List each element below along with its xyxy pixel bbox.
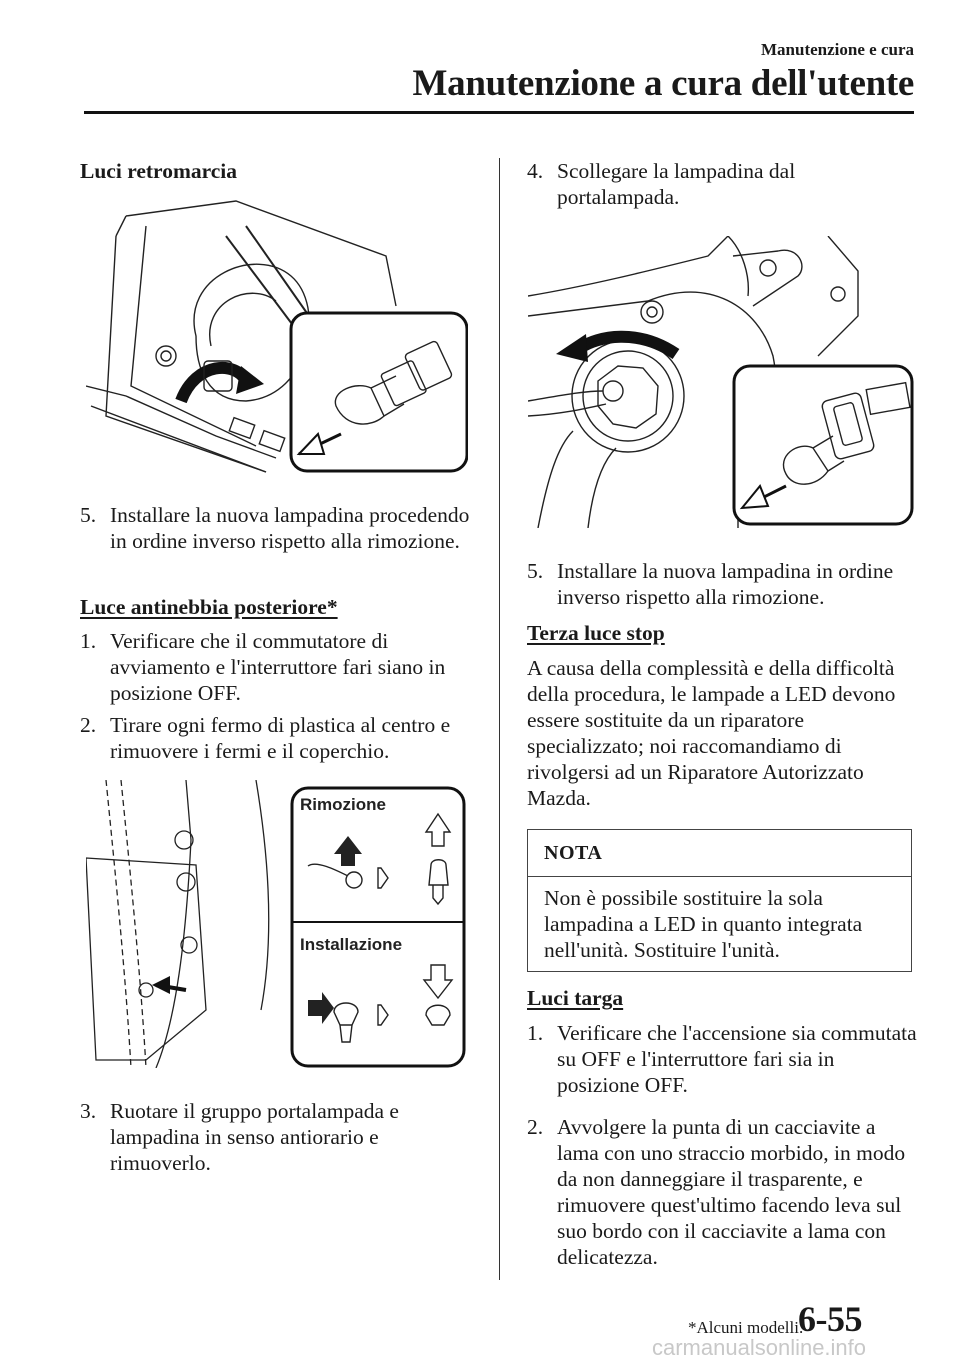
fog-bulb-illustration	[528, 236, 914, 528]
step-text: Verificare che l'accensione sia commutata su OFF e l'interruttore fari sia in posizione OFF.	[557, 1021, 917, 1097]
header-rule	[84, 111, 914, 114]
label-removal: Rimozione	[300, 795, 386, 814]
third-brake-paragraph: A causa della complessità e della difficoltà della procedura, le lampade a LED devono essere sostituite da un riparatore specializzato; noi raccomandiamo di rivolgersi ad un Riparatore Autorizzato Mazda.	[527, 656, 896, 810]
step-text: Avvolgere la punta di un cacciavite a lama con uno straccio morbido, in modo da non danneggiare il trasparente, e rimuovere quest'ultimo facendo leva sul suo bordo con il cacciavite a lama con delicatezza.	[557, 1115, 906, 1269]
reverse-step-5	[80, 502, 480, 554]
step-text: Scollegare la lampadina dal portalampada.	[557, 159, 796, 209]
fog-step-2	[80, 712, 484, 764]
section-label: Manutenzione e cura	[761, 40, 914, 59]
plate-step-1	[527, 1020, 917, 1098]
step-text: Verificare che il commutatore di avviamento e l'interruttore fari siano in posizione OFF.	[110, 629, 446, 705]
right-step-4	[527, 158, 917, 210]
page-number: 6-55	[798, 1299, 862, 1339]
plate-step-2	[527, 1114, 917, 1270]
note-text: Non è possibile sostituire la sola lampadina a LED in quanto integrata nell'unità. Sostituire l'unità.	[544, 886, 863, 962]
heading-plate-lights: Luci targa	[527, 986, 624, 1010]
step-text: Installare la nuova lampadina procedendo in ordine inverso rispetto alla rimozione.	[110, 503, 470, 553]
step-text: Ruotare il gruppo portalampada e lampadina in senso antiorario e rimuoverlo.	[110, 1099, 399, 1175]
right-step-5	[527, 558, 917, 610]
step-text: Installare la nuova lampadina in ordine inverso rispetto alla rimozione.	[557, 559, 894, 609]
note-separator	[528, 876, 911, 877]
heading-reverse-lights: Luci retromarcia	[80, 159, 238, 183]
watermark: carmanualsonline.info	[652, 1335, 867, 1360]
note-box	[527, 829, 912, 972]
step-number: 1.	[527, 1021, 544, 1045]
step-text: Tirare ogni fermo di plastica al centro e rimuovere i fermi e il coperchio.	[110, 713, 451, 763]
note-title: NOTA	[544, 842, 603, 864]
step-number: 5.	[80, 503, 97, 527]
heading-rear-fog: Luce antinebbia posteriore*	[80, 595, 338, 619]
step-number: 2.	[527, 1115, 544, 1139]
step-number: 1.	[80, 629, 97, 653]
label-install: Installazione	[300, 935, 403, 954]
fog-step-3	[80, 1098, 480, 1176]
step-number: 5.	[527, 559, 544, 583]
column-divider	[499, 158, 500, 1280]
step-number: 2.	[80, 713, 97, 737]
page-title: Manutenzione a cura dell'utente	[412, 63, 914, 104]
footnote: *Alcuni modelli.	[688, 1318, 804, 1337]
step-number: 3.	[80, 1099, 97, 1123]
fog-step-1	[80, 628, 480, 706]
step-number: 4.	[527, 159, 544, 183]
fog-clip-illustration	[86, 780, 468, 1068]
reverse-light-illustration	[86, 196, 468, 478]
heading-third-brake-light: Terza luce stop	[527, 621, 665, 645]
